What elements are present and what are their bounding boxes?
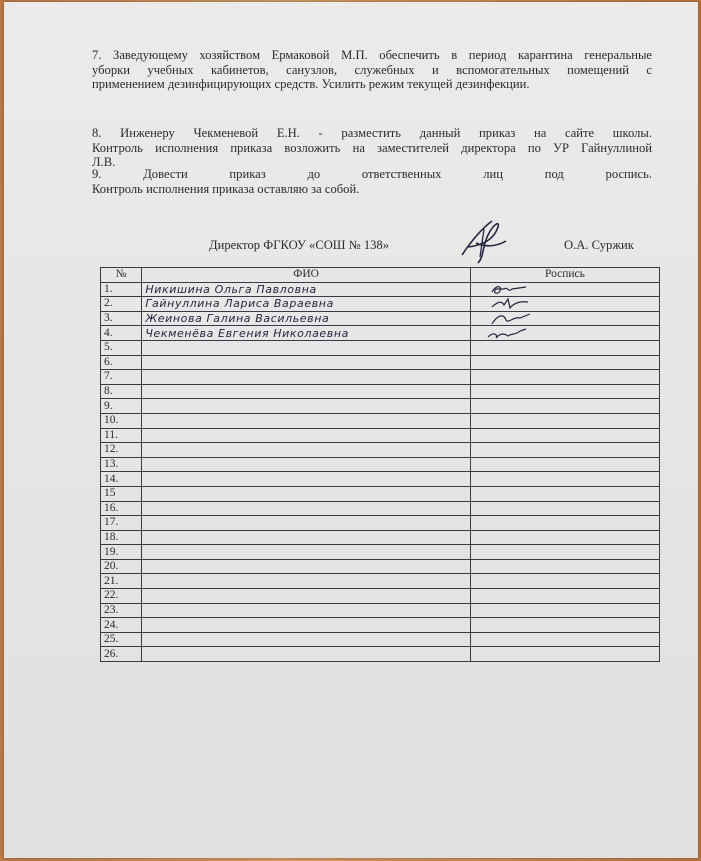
- paragraph-line: применением дезинфицирующих средств. Усилить режим текущей дезинфекции.: [92, 77, 530, 91]
- row-number: 2.: [101, 297, 142, 312]
- table-row: [101, 340, 660, 355]
- row-fio: [142, 340, 471, 355]
- row-fio: [142, 486, 471, 501]
- row-number: 9.: [101, 399, 142, 414]
- handwritten-signature: [474, 312, 544, 325]
- row-number: 6.: [101, 355, 142, 370]
- row-signature: [470, 501, 659, 516]
- handwritten-signature: [474, 283, 544, 296]
- row-number: 1.: [101, 282, 142, 297]
- signature-table: [100, 267, 660, 662]
- row-number: 12.: [101, 443, 142, 458]
- row-number: 3.: [101, 311, 142, 326]
- row-number: 18.: [101, 530, 142, 545]
- handwritten-signature: [474, 327, 544, 340]
- row-number: 26.: [101, 647, 142, 662]
- row-fio: [142, 632, 471, 647]
- row-number: 11.: [101, 428, 142, 443]
- row-number: 24.: [101, 618, 142, 633]
- row-fio: [142, 530, 471, 545]
- row-signature: [470, 618, 659, 633]
- row-signature: [470, 647, 659, 662]
- row-signature: [470, 370, 659, 385]
- row-fio: [142, 399, 471, 414]
- row-signature: [470, 282, 659, 297]
- row-signature: [470, 516, 659, 531]
- row-fio: [142, 472, 471, 487]
- table-row: [101, 574, 660, 589]
- table-row: [101, 355, 660, 370]
- row-signature: [470, 574, 659, 589]
- table-row: [101, 443, 660, 458]
- director-name: О.А. Суржик: [564, 238, 634, 252]
- row-fio: [142, 384, 471, 399]
- row-fio: [142, 355, 471, 370]
- row-number: 7.: [101, 370, 142, 385]
- table-row: [101, 472, 660, 487]
- row-number: 14.: [101, 472, 142, 487]
- row-number: 25.: [101, 632, 142, 647]
- row-number: 4.: [101, 326, 142, 341]
- table-row: [101, 589, 660, 604]
- row-signature: [470, 443, 659, 458]
- row-signature: [470, 486, 659, 501]
- table-row: [101, 311, 660, 326]
- row-number: 5.: [101, 340, 142, 355]
- row-fio: [142, 618, 471, 633]
- header-sign: Роспись: [470, 268, 659, 283]
- row-signature: [470, 428, 659, 443]
- row-fio: [142, 457, 471, 472]
- table-row: [101, 370, 660, 385]
- row-number: 22.: [101, 589, 142, 604]
- row-number: 19.: [101, 545, 142, 560]
- row-signature: [470, 559, 659, 574]
- row-number: 23.: [101, 603, 142, 618]
- table-row: [101, 413, 660, 428]
- row-signature: [470, 632, 659, 647]
- row-number: 17.: [101, 516, 142, 531]
- table-row: [101, 297, 660, 312]
- row-signature: [470, 340, 659, 355]
- table-header-row: [101, 268, 660, 283]
- row-number: 21.: [101, 574, 142, 589]
- table-row: [101, 384, 660, 399]
- document-page: [4, 2, 698, 858]
- director-title: Директор ФГКОУ «СОШ № 138»: [209, 238, 390, 252]
- paragraph-line: Контроль исполнения приказа возложить на заместителей директора по УР Гайнуллиной: [92, 140, 652, 155]
- row-signature: [470, 355, 659, 370]
- table-row: [101, 486, 660, 501]
- row-signature: [470, 399, 659, 414]
- table-row: [101, 618, 660, 633]
- paragraph-line: уборки учебных кабинетов, санузлов, служебных и вспомогательных помещений с: [92, 62, 652, 77]
- table-row: [101, 501, 660, 516]
- row-signature: [470, 530, 659, 545]
- row-fio: Жеинова Галина Васильевна: [142, 311, 471, 326]
- row-signature: [470, 472, 659, 487]
- table-row: [101, 516, 660, 531]
- row-signature: [470, 413, 659, 428]
- row-fio: [142, 545, 471, 560]
- row-fio: [142, 603, 471, 618]
- paragraph-line: 8. Инженеру Чекменевой Е.Н. - разместить данный приказ на сайте школы.: [92, 126, 652, 140]
- row-signature: [470, 589, 659, 604]
- row-fio: [142, 516, 471, 531]
- row-fio: [142, 501, 471, 516]
- table-row: [101, 428, 660, 443]
- paragraph-line: Контроль исполнения приказа оставляю за собой.: [92, 181, 360, 196]
- row-fio: [142, 559, 471, 574]
- table-row: [101, 559, 660, 574]
- paragraph-7: [92, 48, 652, 92]
- row-number: 10.: [101, 413, 142, 428]
- paragraph-line: Л.В.: [92, 155, 116, 169]
- row-signature: [470, 545, 659, 560]
- table-row: [101, 632, 660, 647]
- header-num: №: [101, 268, 142, 283]
- row-fio: [142, 589, 471, 604]
- row-fio: Никишина Ольга Павловна: [142, 282, 471, 297]
- table-row: [101, 457, 660, 472]
- director-signature: [454, 217, 514, 267]
- row-signature: [470, 297, 659, 312]
- row-fio: [142, 428, 471, 443]
- table-row: [101, 545, 660, 560]
- row-signature: [470, 311, 659, 326]
- table-row: [101, 399, 660, 414]
- row-number: 8.: [101, 384, 142, 399]
- paragraph-line: 7. Заведующему хозяйством Ермаковой М.П. обеспечить в период карантина генеральные: [92, 48, 652, 62]
- row-fio: [142, 574, 471, 589]
- row-signature: [470, 326, 659, 341]
- row-fio: Чекменёва Евгения Николаевна: [142, 326, 471, 341]
- row-fio: [142, 443, 471, 458]
- row-number: 13.: [101, 457, 142, 472]
- row-signature: [470, 603, 659, 618]
- row-number: 15: [101, 486, 142, 501]
- row-fio: Гайнуллина Лариса Вараевна: [142, 297, 471, 312]
- row-number: 20.: [101, 559, 142, 574]
- handwritten-signature: [474, 297, 544, 310]
- row-fio: [142, 413, 471, 428]
- row-signature: [470, 384, 659, 399]
- row-fio: [142, 370, 471, 385]
- table-row: [101, 603, 660, 618]
- table-row: [101, 282, 660, 297]
- table-row: [101, 326, 660, 341]
- header-fio: ФИО: [142, 268, 471, 283]
- paragraph-8: [92, 126, 652, 170]
- row-fio: [142, 647, 471, 662]
- table-row: [101, 647, 660, 662]
- paragraph-9: [92, 167, 652, 196]
- table-row: [101, 530, 660, 545]
- row-number: 16.: [101, 501, 142, 516]
- paragraph-line: 9. Довести приказ до ответственных лиц под роспись.: [92, 167, 652, 181]
- row-signature: [470, 457, 659, 472]
